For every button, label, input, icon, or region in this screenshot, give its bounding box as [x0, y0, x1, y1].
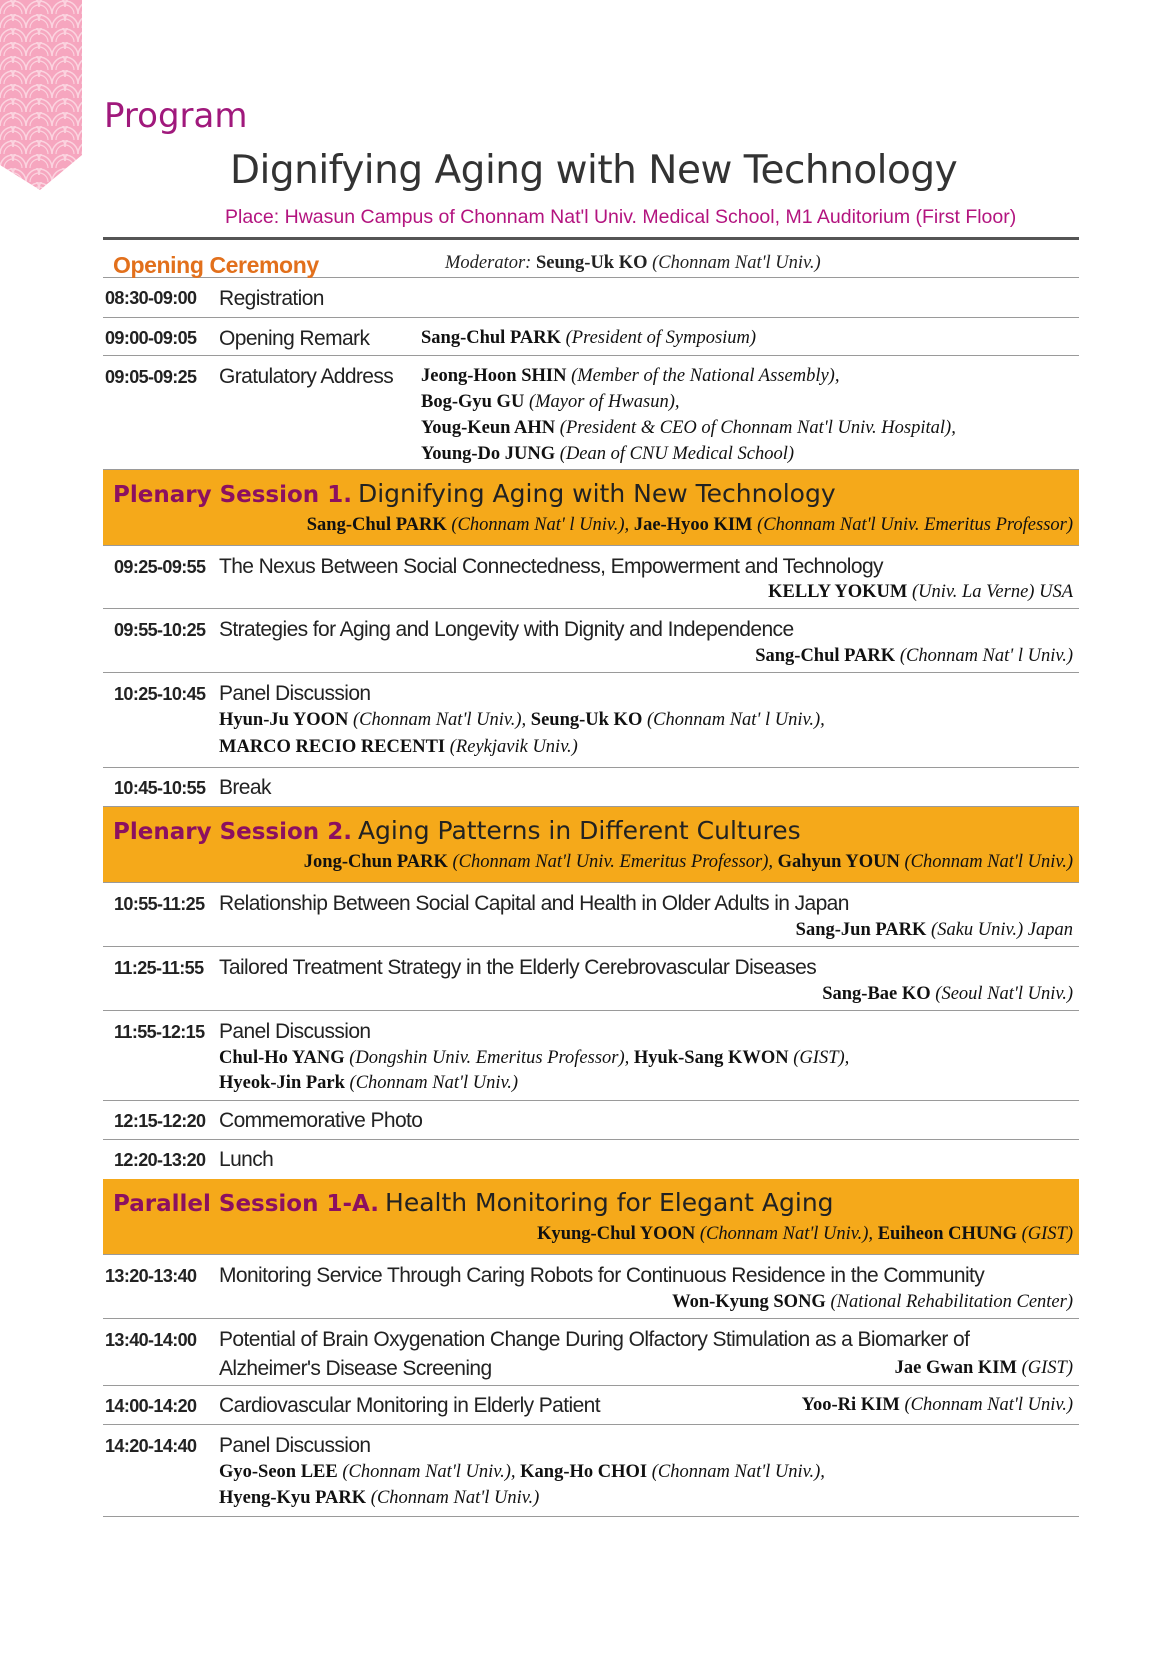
session-title: Opening Remark: [219, 327, 370, 350]
time-slot: 14:00-14:20: [105, 1396, 197, 1416]
table-row: [103, 768, 1079, 807]
time-slot: 09:00-09:05: [105, 328, 197, 348]
session-chairs: Jong-Chun PARK (Chonnam Nat'l Univ. Emeritus Professor), Gahyun YOUN (Chonnam Nat'l Univ.): [303, 852, 1073, 872]
speaker-line: Sang-Chul PARK (Chonnam Nat' l Univ.): [755, 646, 1073, 666]
time-slot: 13:40-14:00: [105, 1330, 197, 1350]
talk-title: Potential of Brain Oxygenation Change During Olfactory Stimulation as a Biomarker of: [219, 1328, 970, 1351]
speaker-line: Won-Kyung SONG (National Rehabilitation Center): [672, 1292, 1073, 1312]
session-chairs: Kyung-Chul YOON (Chonnam Nat'l Univ.), Euiheon CHUNG (GIST): [537, 1224, 1073, 1244]
panelist-line: Hyun-Ju YOON (Chonnam Nat'l Univ.), Seung-Uk KO (Chonnam Nat' l Univ.),: [219, 710, 825, 730]
plenary-session-2-header: [103, 807, 1079, 883]
talk-title: Relationship Between Social Capital and Health in Older Adults in Japan: [219, 892, 849, 915]
speaker-line: Yoo-Ri KIM (Chonnam Nat'l Univ.): [801, 1395, 1073, 1415]
place-line: Place: Hwasun Campus of Chonnam Nat'l Univ. Medical School, M1 Auditorium (First Floor): [225, 206, 1017, 228]
talk-title-continued: Alzheimer's Disease Screening: [219, 1357, 492, 1380]
time-slot: 12:20-13:20: [114, 1150, 206, 1170]
table-row: [103, 356, 1079, 470]
table-row: [103, 1101, 1079, 1140]
talk-title: Monitoring Service Through Caring Robots for Continuous Residence in the Community: [219, 1264, 985, 1287]
session-heading: Parallel Session 1-A. Health Monitoring for Elegant Aging: [113, 1188, 834, 1217]
plenary-session-1-header: [103, 470, 1079, 546]
opening-ceremony-header: [103, 237, 1079, 278]
speaker-line: Young-Do JUNG (Dean of CNU Medical School): [421, 444, 795, 464]
table-row: [103, 609, 1079, 673]
talk-title: Panel Discussion: [219, 1020, 371, 1043]
table-row: [103, 278, 1079, 318]
table-row: [103, 947, 1079, 1011]
time-slot: 09:55-10:25: [114, 620, 206, 640]
time-slot: 11:25-11:55: [114, 958, 204, 978]
time-slot: 10:25-10:45: [114, 684, 206, 704]
speaker-line: KELLY YOKUM (Univ. La Verne) USA: [768, 582, 1073, 602]
talk-title: Panel Discussion: [219, 682, 371, 705]
panelist-line: Gyo-Seon LEE (Chonnam Nat'l Univ.), Kang-Ho CHOI (Chonnam Nat'l Univ.),: [219, 1462, 825, 1482]
speaker-line: Sang-Bae KO (Seoul Nat'l Univ.): [822, 984, 1073, 1004]
table-row: [103, 1140, 1079, 1179]
speaker-line: Sang-Chul PARK (President of Symposium): [421, 328, 757, 348]
panelist-line: Hyeng-Kyu PARK (Chonnam Nat'l Univ.): [219, 1488, 540, 1508]
talk-title: The Nexus Between Social Connectedness, Empowerment and Technology: [219, 555, 883, 578]
time-slot: 09:05-09:25: [105, 367, 197, 387]
time-slot: 13:20-13:40: [105, 1266, 197, 1286]
talk-title: Break: [219, 776, 271, 799]
decorative-wave-pattern: [0, 0, 82, 190]
opening-ceremony-title: Opening Ceremony: [113, 252, 319, 278]
talk-title: Cardiovascular Monitoring in Elderly Patient: [219, 1394, 600, 1417]
table-row: [103, 318, 1079, 356]
program-table: [103, 237, 1079, 1517]
parallel-session-1a-header: [103, 1179, 1079, 1255]
table-row: [103, 1319, 1079, 1386]
table-row: [103, 1425, 1079, 1517]
panelist-line: Hyeok-Jin Park (Chonnam Nat'l Univ.): [219, 1073, 519, 1093]
table-row: [103, 1386, 1079, 1425]
talk-title: Strategies for Aging and Longevity with Dignity and Independence: [219, 618, 794, 641]
table-row: [103, 546, 1079, 609]
page-title: Dignifying Aging with New Technology: [230, 148, 958, 193]
speaker-line: Youg-Keun AHN (President & CEO of Chonnam Nat'l Univ. Hospital),: [421, 418, 956, 438]
speaker-line: Jae Gwan KIM (GIST): [894, 1358, 1073, 1378]
time-slot: 14:20-14:40: [105, 1436, 197, 1456]
table-row: [103, 1255, 1079, 1319]
session-chairs: Sang-Chul PARK (Chonnam Nat' l Univ.), Jae-Hyoo KIM (Chonnam Nat'l Univ. Emeritus Professor): [306, 515, 1073, 535]
talk-title: Lunch: [219, 1148, 274, 1171]
time-slot: 10:55-11:25: [114, 894, 205, 914]
time-slot: 12:15-12:20: [114, 1111, 206, 1131]
panelist-line: Chul-Ho YANG (Dongshin Univ. Emeritus Professor), Hyuk-Sang KWON (GIST),: [219, 1048, 850, 1068]
time-slot: 11:55-12:15: [114, 1022, 205, 1042]
moderator-line: Moderator: Seung-Uk KO (Chonnam Nat'l Univ.): [445, 253, 821, 273]
speaker-line: Jeong-Hoon SHIN (Member of the National Assembly),: [421, 366, 840, 386]
time-slot: 08:30-09:00: [105, 288, 197, 308]
talk-title: Tailored Treatment Strategy in the Elderly Cerebrovascular Diseases: [219, 956, 817, 979]
session-title: Gratulatory Address: [219, 365, 394, 388]
time-slot: 09:25-09:55: [114, 557, 206, 577]
program-label: Program: [104, 96, 248, 136]
panelist-line: MARCO RECIO RECENTI (Reykjavik Univ.): [219, 737, 578, 757]
speaker-line: Bog-Gyu GU (Mayor of Hwasun),: [421, 392, 680, 412]
session-heading: Plenary Session 1. Dignifying Aging with New Technology: [113, 479, 836, 508]
time-slot: 10:45-10:55: [114, 778, 206, 798]
talk-title: Panel Discussion: [219, 1434, 371, 1457]
table-row: [103, 1011, 1079, 1101]
session-heading: Plenary Session 2. Aging Patterns in Different Cultures: [113, 816, 801, 845]
table-row: [103, 883, 1079, 947]
table-row: [103, 673, 1079, 768]
session-title: Registration: [219, 287, 324, 310]
talk-title: Commemorative Photo: [219, 1109, 423, 1132]
speaker-line: Sang-Jun PARK (Saku Univ.) Japan: [795, 920, 1073, 940]
